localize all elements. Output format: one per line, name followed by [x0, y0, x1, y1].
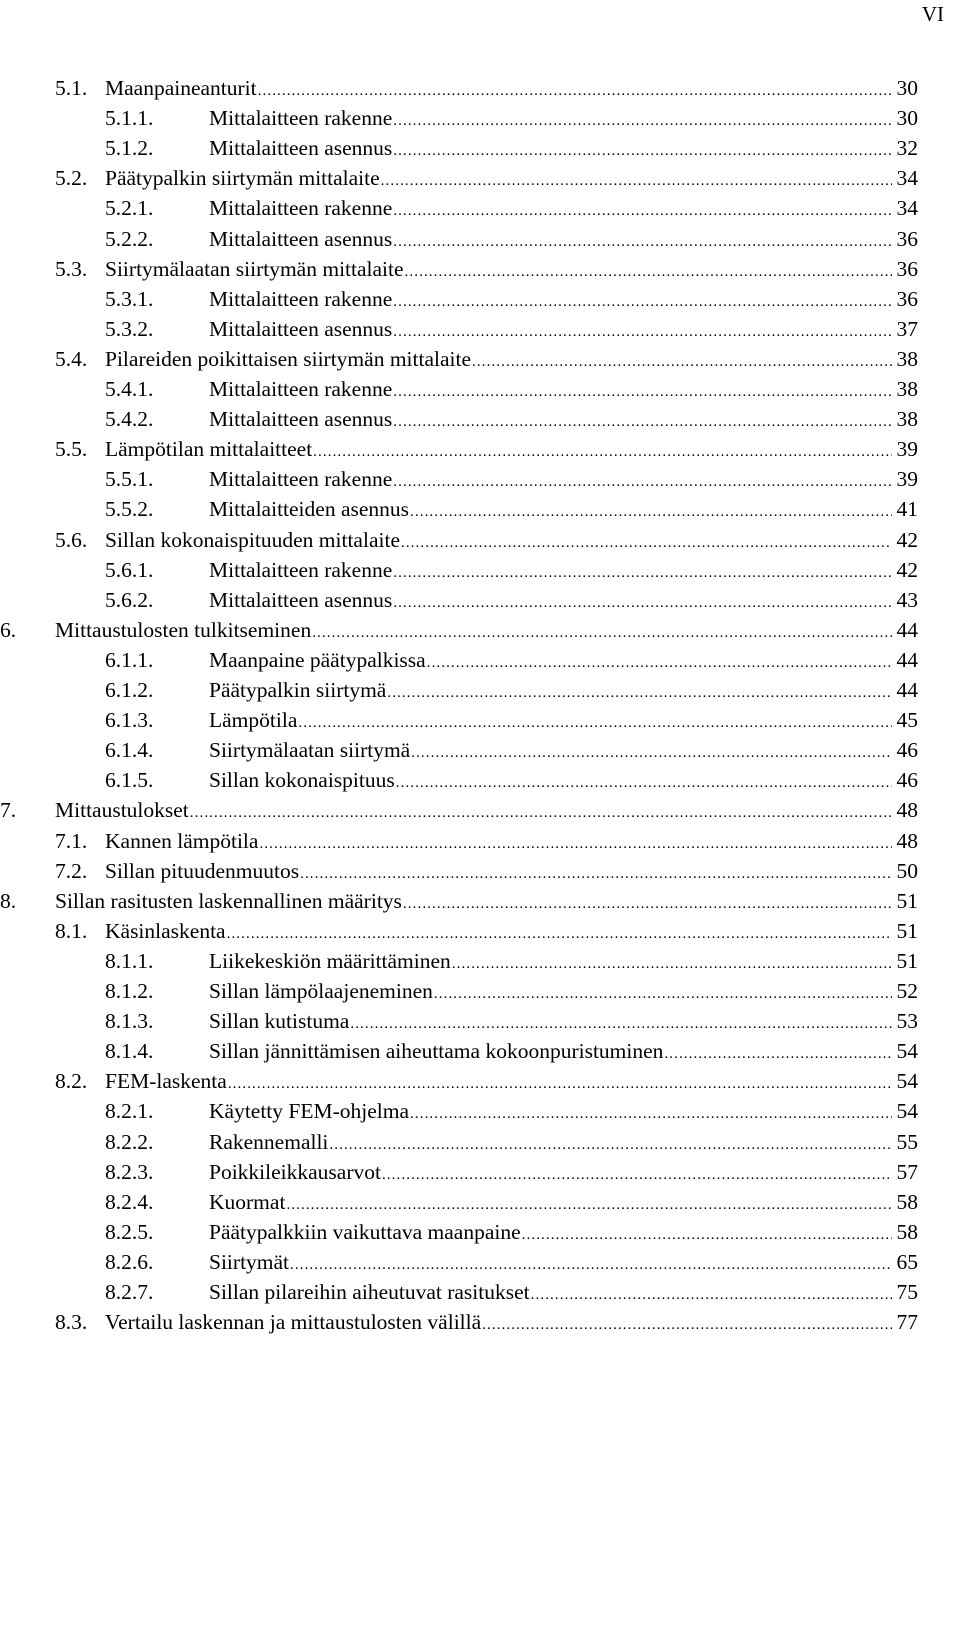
toc-entry[interactable]: [105, 494, 918, 524]
toc-entry-number: 6.1.2.: [105, 678, 154, 702]
toc-entry-page: 30: [896, 106, 918, 131]
toc-entry-page: 44: [896, 678, 918, 702]
toc-entry[interactable]: [105, 1006, 918, 1036]
toc-entry-title: Mittalaitteen rakenne: [209, 286, 393, 311]
dot-leader: [228, 1069, 892, 1099]
toc-entry-title: Vertailu laskennan ja mittaustulosten välillä: [105, 1310, 482, 1335]
toc-entry-page: 37: [896, 316, 918, 341]
toc-entry-page: 38: [896, 407, 918, 432]
toc-entry[interactable]: [0, 886, 918, 916]
toc-entry-title: Kannen lämpötila: [105, 828, 259, 853]
toc-entry-page: 45: [896, 708, 918, 733]
toc-entry-number: 8.: [0, 888, 17, 913]
toc-entry[interactable]: [0, 615, 918, 645]
dot-leader: [452, 949, 892, 979]
toc-entry-title: Mittalaitteen rakenne: [209, 106, 393, 131]
toc-entry[interactable]: [55, 525, 918, 555]
toc-entry-title: Mittalaitteen asennus: [209, 407, 393, 432]
toc-entry-page: 43: [896, 587, 918, 612]
dot-leader: [190, 798, 892, 828]
toc-entry-title: Sillan kokonaispituuden mittalaite: [105, 527, 400, 552]
toc-entry-number: 6.: [0, 617, 17, 642]
toc-entry-page: 50: [896, 858, 918, 883]
toc-entry-number: 6.1.5.: [105, 768, 154, 793]
dot-leader: [411, 738, 892, 768]
dot-leader: [227, 919, 892, 949]
toc-entry-title: Sillan rasitusten laskennallinen määritys: [55, 888, 402, 913]
toc-entry-number: 8.1.1.: [105, 948, 154, 973]
toc-entry-title: Mittalaitteen asennus: [209, 587, 393, 612]
toc-entry-title: Mittalaitteen asennus: [209, 316, 393, 341]
dot-leader: [290, 1250, 892, 1280]
toc-entry-number: 8.2.7.: [105, 1280, 154, 1304]
toc-entry-page: 58: [896, 1189, 918, 1214]
dot-leader: [393, 377, 892, 407]
toc-entry[interactable]: [105, 284, 918, 314]
toc-entry-title: Mittalaitteen rakenne: [209, 196, 393, 221]
toc-entry-number: 5.6.: [55, 527, 88, 552]
toc-entry[interactable]: [105, 705, 918, 735]
toc-entry-page: 46: [896, 768, 918, 793]
toc-entry-title: FEM-laskenta: [105, 1069, 227, 1094]
toc-entry[interactable]: [105, 133, 918, 163]
toc-entry[interactable]: [105, 1277, 918, 1307]
toc-entry-number: 5.3.: [55, 256, 88, 281]
toc-entry-title: Siirtymät: [209, 1249, 290, 1274]
dot-leader: [401, 528, 892, 558]
dot-leader: [393, 407, 892, 437]
toc-entry[interactable]: [105, 374, 918, 404]
toc-entry-page: 51: [896, 918, 918, 943]
toc-entry-number: 7.: [0, 798, 17, 823]
toc-entry[interactable]: [0, 795, 918, 825]
toc-entry-title: Siirtymälaatan siirtymän mittalaite: [105, 256, 404, 281]
toc-entry-number: 8.1.3.: [105, 1009, 154, 1034]
toc-entry[interactable]: [105, 1247, 918, 1277]
toc-entry-number: 8.1.: [55, 918, 88, 943]
toc-entry-number: 5.5.2.: [105, 497, 154, 522]
toc-entry[interactable]: [105, 1036, 918, 1066]
toc-entry-number: 5.4.1.: [105, 377, 154, 401]
toc-entry-page: 38: [896, 377, 918, 401]
toc-entry-page: 34: [896, 196, 918, 221]
toc-entry[interactable]: [55, 856, 918, 886]
toc-entry-number: 8.1.4.: [105, 1039, 154, 1064]
toc-entry-page: 41: [896, 497, 918, 522]
toc-entry[interactable]: [105, 103, 918, 133]
toc-entry-number: 5.1.: [55, 76, 88, 100]
toc-entry-number: 8.2.1.: [105, 1099, 154, 1124]
toc-entry[interactable]: [55, 73, 918, 103]
toc-entry[interactable]: [55, 163, 918, 193]
toc-entry-number: 5.5.1.: [105, 467, 154, 492]
toc-entry[interactable]: [105, 314, 918, 344]
toc-entry-number: 5.6.2.: [105, 587, 154, 612]
dot-leader: [259, 829, 892, 859]
toc-entry[interactable]: [105, 976, 918, 1006]
toc-entry-page: 54: [896, 1069, 918, 1094]
toc-entry[interactable]: [105, 193, 918, 223]
toc-entry[interactable]: [55, 254, 918, 284]
toc-entry-title: Sillan jännittämisen aiheuttama kokoonpuristuminen: [209, 1039, 664, 1064]
toc-entry-title: Mittalaitteen rakenne: [209, 377, 393, 401]
dot-leader: [300, 859, 892, 889]
dot-leader: [427, 648, 892, 678]
toc-entry-title: Sillan pituudenmuutos: [105, 858, 300, 883]
toc-entry-page: 36: [896, 256, 918, 281]
toc-entry-number: 5.2.1.: [105, 196, 154, 221]
toc-entry[interactable]: [105, 585, 918, 615]
toc-entry[interactable]: [105, 224, 918, 254]
toc-entry-page: 34: [896, 166, 918, 191]
dot-leader: [393, 588, 892, 618]
toc-entry-page: 44: [896, 617, 918, 642]
toc-entry[interactable]: [105, 404, 918, 434]
toc-entry-number: 6.1.4.: [105, 738, 154, 763]
toc-entry-title: Kuormat: [209, 1189, 286, 1214]
toc-entry-page: 58: [896, 1219, 918, 1244]
dot-leader: [313, 437, 892, 467]
toc-entry-title: Mittalaitteiden asennus: [209, 497, 410, 522]
toc-entry-number: 7.2.: [55, 858, 88, 883]
toc-entry-page: 39: [896, 467, 918, 492]
toc-entry-page: 52: [896, 979, 918, 1003]
toc-entry[interactable]: [55, 826, 918, 856]
dot-leader: [482, 1310, 892, 1340]
toc-entry-page: 75: [896, 1280, 918, 1304]
toc-entry-number: 8.2.2.: [105, 1129, 154, 1154]
toc-entry-page: 65: [896, 1249, 918, 1274]
dot-leader: [393, 196, 892, 226]
dot-leader: [396, 768, 892, 798]
dot-leader: [403, 889, 892, 919]
toc-entry-number: 5.2.: [55, 166, 88, 191]
dot-leader: [393, 317, 892, 347]
toc-entry-number: 8.2.: [55, 1069, 88, 1094]
toc-entry-title: Mittalaitteen asennus: [209, 136, 393, 161]
dot-leader: [472, 347, 892, 377]
dot-leader: [393, 106, 892, 136]
toc-entry-page: 44: [896, 647, 918, 672]
toc-entry-page: 51: [896, 948, 918, 973]
dot-leader: [393, 467, 892, 497]
toc-entry-number: 5.1.1.: [105, 106, 154, 131]
toc-entry-title: Mittalaitteen asennus: [209, 226, 393, 251]
dot-leader: [393, 136, 892, 166]
toc-entry-title: Käytetty FEM-ohjelma: [209, 1099, 410, 1124]
toc-entry-number: 5.4.: [55, 346, 88, 371]
page-number: VI: [921, 2, 944, 26]
toc-entry-page: 38: [896, 346, 918, 371]
toc-entry-page: 48: [896, 798, 918, 823]
dot-leader: [286, 1190, 892, 1220]
toc-entry-number: 8.2.6.: [105, 1249, 154, 1274]
toc-entry-page: 42: [896, 527, 918, 552]
toc-entry-number: 8.2.3.: [105, 1159, 154, 1184]
toc-entry-page: 51: [896, 888, 918, 913]
toc-entry-page: 54: [896, 1039, 918, 1064]
dot-leader: [434, 979, 892, 1009]
toc-entry-number: 6.1.3.: [105, 708, 154, 733]
dot-leader: [405, 257, 892, 287]
dot-leader: [522, 1220, 892, 1250]
toc-entry-number: 8.2.4.: [105, 1189, 154, 1214]
toc-entry-number: 7.1.: [55, 828, 88, 853]
dot-leader: [393, 227, 892, 257]
toc-entry-page: 54: [896, 1099, 918, 1124]
toc-entry-number: 5.3.1.: [105, 286, 154, 311]
dot-leader: [531, 1280, 892, 1310]
toc-entry-number: 5.3.2.: [105, 316, 154, 341]
toc-entry[interactable]: [105, 555, 918, 585]
toc-entry-page: 57: [896, 1159, 918, 1184]
toc-entry[interactable]: [105, 464, 918, 494]
dot-leader: [387, 678, 892, 708]
toc-entry-page: 32: [896, 136, 918, 161]
toc-entry-page: 48: [896, 828, 918, 853]
toc-entry[interactable]: [105, 645, 918, 675]
toc-entry-page: 36: [896, 286, 918, 311]
toc-entry-number: 5.4.2.: [105, 407, 154, 432]
toc-entry-number: 5.5.: [55, 437, 88, 462]
toc-entry[interactable]: [55, 1066, 918, 1096]
toc-entry-number: 8.1.2.: [105, 979, 154, 1003]
dot-leader: [410, 497, 892, 527]
toc-entry-title: Sillan lämpölaajeneminen: [209, 979, 433, 1003]
toc-entry-title: Lämpötila: [209, 708, 298, 733]
toc-entry-page: 77: [896, 1310, 918, 1335]
toc-entry-page: 39: [896, 437, 918, 462]
toc-entry[interactable]: [55, 916, 918, 946]
toc-entry-number: 8.3.: [55, 1310, 88, 1335]
toc-entry-number: 5.2.2.: [105, 226, 154, 251]
toc-entry[interactable]: [105, 765, 918, 795]
toc-entry-page: 53: [896, 1009, 918, 1034]
toc-entry[interactable]: [55, 1307, 918, 1337]
toc-entry-title: Rakennemalli: [209, 1129, 329, 1154]
toc-entry-title: Päätypalkin siirtymän mittalaite: [105, 166, 380, 191]
toc-entry-title: Sillan kutistuma: [209, 1009, 350, 1034]
dot-leader: [298, 708, 892, 738]
toc-entry-title: Käsinlaskenta: [105, 918, 226, 943]
toc-entry-title: Siirtymälaatan siirtymä: [209, 738, 411, 763]
toc-entry-page: 30: [896, 76, 918, 100]
toc-entry-number: 8.2.5.: [105, 1219, 154, 1244]
toc-entry[interactable]: [105, 1187, 918, 1217]
toc-entry-title: Liikekeskiön määrittäminen: [209, 948, 451, 973]
toc-entry-title: Lämpötilan mittalaitteet: [105, 437, 313, 462]
toc-entry-title: Poikkileikkausarvot: [209, 1159, 381, 1184]
toc-entry-title: Päätypalkin siirtymä: [209, 678, 387, 702]
toc-entry[interactable]: [55, 344, 918, 374]
dot-leader: [664, 1039, 892, 1069]
toc-entry-title: Pilareiden poikittaisen siirtymän mittalaite: [105, 346, 472, 371]
toc-entry[interactable]: [105, 735, 918, 765]
toc-entry-page: 46: [896, 738, 918, 763]
dot-leader: [382, 1160, 892, 1190]
toc-entry-title: Mittaustulosten tulkitseminen: [55, 617, 312, 642]
dot-leader: [329, 1130, 892, 1160]
toc-entry-number: 5.1.2.: [105, 136, 154, 161]
toc-entry-title: Sillan kokonaispituus: [209, 768, 395, 793]
toc-entry-title: Mittaustulokset: [55, 798, 189, 823]
dot-leader: [410, 1099, 892, 1129]
toc-entry-title: Sillan pilareihin aiheutuvat rasitukset: [209, 1280, 530, 1304]
toc-entry[interactable]: [105, 675, 918, 705]
toc-entry-title: Päätypalkkiin vaikuttava maanpaine: [209, 1219, 521, 1244]
dot-leader: [258, 76, 892, 106]
toc-entry-page: 55: [896, 1129, 918, 1154]
toc-entry[interactable]: [55, 434, 918, 464]
dot-leader: [393, 287, 892, 317]
dot-leader: [312, 618, 892, 648]
toc-entry-title: Maanpaineanturit: [105, 76, 257, 100]
toc-entry[interactable]: [105, 946, 918, 976]
dot-leader: [393, 558, 892, 588]
toc-entry-page: 42: [896, 557, 918, 582]
toc-entry[interactable]: [105, 1127, 918, 1157]
toc-entry[interactable]: [105, 1157, 918, 1187]
dot-leader: [381, 166, 892, 196]
toc-entry-number: 6.1.1.: [105, 647, 154, 672]
toc-entry[interactable]: [105, 1096, 918, 1126]
toc-entry[interactable]: [105, 1217, 918, 1247]
dot-leader: [350, 1009, 892, 1039]
toc-entry-page: 36: [896, 226, 918, 251]
toc-entry-title: Mittalaitteen rakenne: [209, 467, 393, 492]
toc-entry-title: Maanpaine päätypalkissa: [209, 647, 426, 672]
toc-entry-number: 5.6.1.: [105, 557, 154, 582]
toc-entry-title: Mittalaitteen rakenne: [209, 557, 393, 582]
